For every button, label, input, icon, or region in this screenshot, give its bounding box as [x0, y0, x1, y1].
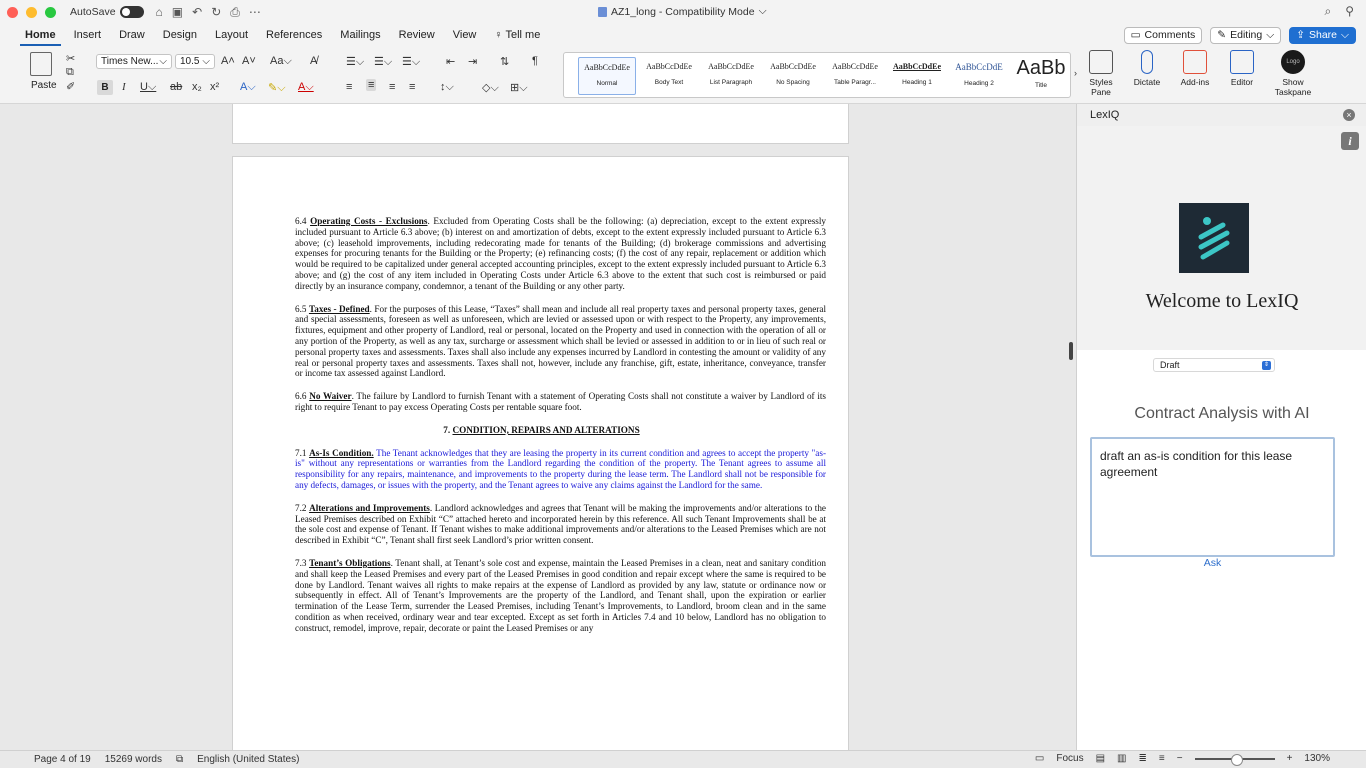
- lexiq-taskpane: [1076, 104, 1366, 750]
- ask-button[interactable]: Ask: [1203, 557, 1222, 569]
- style-sample: AaBbCcDdE: [955, 62, 1003, 72]
- justify-icon[interactable]: ≡: [409, 81, 416, 93]
- styles-pane-button[interactable]: [1083, 50, 1119, 97]
- outline-icon[interactable]: ≣: [1138, 753, 1147, 764]
- taskpane-title: LexIQ: [1090, 109, 1120, 121]
- comments-label: Comments: [1144, 29, 1196, 41]
- styles-gallery: [563, 52, 1071, 98]
- addins-button[interactable]: [1176, 50, 1214, 87]
- borders-icon[interactable]: ⊞⌵: [510, 82, 528, 94]
- inserted-text: The Tenant acknowledges that they are leasing the property in its current condition and agrees to accept the property "as-is" without any representations or warranties from the Landlord regarding the condition of the property. The Tenant agrees to assume all responsibility for any repairs, maintenance, and improvements to the property during the lease term. The Landlord shall not be responsible for any defects, damages, or issues with the property, and the Tenant agrees to waive any claims against the Landlord for the same.: [295, 447, 827, 490]
- status-left: [34, 754, 299, 765]
- font-name-select[interactable]: [96, 54, 172, 69]
- share-icon: ⇪: [1296, 29, 1305, 41]
- tell-me-label: Tell me: [505, 29, 541, 41]
- style-sample: AaBbCcDdEe: [892, 62, 941, 71]
- superscript-button[interactable]: x²: [210, 81, 220, 93]
- style-name: Heading 2: [964, 80, 994, 87]
- style-name: List Paragraph: [709, 79, 753, 86]
- document-page[interactable]: [232, 156, 849, 750]
- section-heading: Alterations and Improvements: [309, 502, 430, 513]
- section-heading: Tenant’s Obligations: [309, 557, 391, 568]
- share-label: Share: [1309, 29, 1338, 41]
- share-button[interactable]: [1289, 27, 1356, 44]
- editing-mode-button[interactable]: [1210, 27, 1281, 44]
- redo-icon[interactable]: ↻: [211, 4, 222, 19]
- autosave-toggle[interactable]: [120, 6, 144, 18]
- undo-icon[interactable]: ↶: [192, 4, 203, 19]
- mode-select-value: Draft: [1160, 360, 1180, 370]
- font-name-value: Times New...: [101, 56, 159, 67]
- section-text: . Tenant shall, at Tenant’s sole cost and expense, maintain the Leased Premises in a clean, neat and sanitary condition and shall keep the Leased Premises and every part of the Leased Premises in good condition and repair except where the same is required to be done by Landlord. Tenant waives all rights to make repairs at the expense of Landlord as provided by any law, statute or ordinance now or subsequently in effect. All of Tenant’s Improvements are the property of the Landlord, and Tenant shall, upon the expiration or earlier termination of the Lease Term, surrender the Leased Premises, including Tenant’s Improvements, to Landlord, broom clean and in the same condition as when received, ordinary wear and tear excepted. Except as set forth in Articles 7.4 and 10 below, Landlord has no obligation to construct, remodel, improve, repair, decorate or paint the Leased Premises or any: [295, 557, 827, 633]
- italic-button[interactable]: I: [122, 81, 126, 93]
- tab-view[interactable]: View: [452, 29, 477, 41]
- highlight-icon[interactable]: ✎⌵: [268, 82, 286, 94]
- chevron-updown-icon: ⇕: [1263, 362, 1270, 368]
- paragraph-6-4[interactable]: [257, 216, 826, 292]
- logo-icon: Logo: [1281, 50, 1305, 74]
- minimize-window-button[interactable]: [26, 7, 37, 18]
- section-heading: As-Is Condition.: [309, 447, 374, 458]
- dictate-label: Dictate: [1133, 77, 1161, 87]
- align-center-icon[interactable]: ≡: [368, 79, 375, 91]
- pencil-icon: ✎: [1217, 29, 1227, 41]
- bold-button[interactable]: B: [97, 80, 113, 95]
- clipboard-icon[interactable]: [30, 52, 52, 76]
- status-right: [1035, 753, 1330, 764]
- paragraph-7-2[interactable]: [257, 503, 826, 546]
- style-name: Table Paragr...: [834, 79, 876, 86]
- quick-access-toolbar: [156, 5, 261, 20]
- chevron-down-icon: ⌵: [1341, 29, 1349, 41]
- section-text: . For the purposes of this Lease, “Taxes” shall mean and include all real property taxes and personal property taxes, general and special assessments, foreseen as well as unforeseen, which are levied or assessed upon or with respect to the Property, any improvements, fixtures, equipment and other property of Landlord, real or personal, located on the Property and used in connection with the operation of all or any portion of the Property, as well as any tax, surcharge or assessment which shall be levied or assessed in addition to or in lieu of such real or personal property taxes and assessments. Taxes shall also include any expenses incurred by Landlord in contesting the amount or validity of any real or personal property taxes and assessments. Taxes shall not, however, include any franchise, gift, estate, inheritance, conveyance, transfer or income tax assessed against Landlord.: [295, 303, 826, 379]
- info-icon[interactable]: i: [1341, 132, 1359, 150]
- article-number: 7.: [443, 424, 451, 435]
- decrease-indent-icon[interactable]: ⇤: [446, 56, 456, 68]
- section-heading: Taxes - Defined: [308, 303, 370, 314]
- autosave-control[interactable]: [70, 6, 144, 18]
- editor-icon: [1230, 50, 1254, 74]
- taskpane-hero: [1077, 126, 1366, 350]
- welcome-heading: Welcome to LexIQ: [1145, 290, 1299, 312]
- print-layout-icon[interactable]: ▤: [1095, 753, 1106, 764]
- tab-home[interactable]: Home: [16, 24, 65, 46]
- document-canvas[interactable]: [0, 104, 1076, 750]
- style-name: Title: [1034, 82, 1048, 89]
- section-number: 7.1: [295, 447, 307, 458]
- section-number: 6.6: [295, 391, 307, 402]
- style-name: Normal: [596, 80, 618, 87]
- show-taskpane-button[interactable]: [1270, 50, 1316, 97]
- section-heading: No Waiver: [309, 391, 352, 402]
- print-icon[interactable]: ⎙: [230, 4, 240, 19]
- style-sample: AaBb: [1016, 57, 1066, 79]
- line-spacing-icon[interactable]: ↕⌵: [440, 81, 454, 93]
- align-right-icon[interactable]: ≡: [389, 81, 396, 93]
- pilcrow-icon[interactable]: ¶: [532, 55, 538, 67]
- addins-icon: [1183, 50, 1207, 74]
- editor-button[interactable]: [1224, 50, 1260, 87]
- chevron-down-icon: ⌵: [159, 56, 167, 67]
- chevron-down-icon: ⌵: [202, 56, 210, 67]
- taskpane-subtitle: Contract Analysis with AI: [1134, 405, 1310, 422]
- change-case-icon[interactable]: Aa⌵: [270, 55, 292, 67]
- web-layout-icon[interactable]: ▥: [1117, 753, 1127, 764]
- lexiq-logo: [1179, 203, 1249, 273]
- title-bar: [0, 0, 1366, 24]
- titlebar-right-icons: [1324, 4, 1354, 19]
- text-effects-icon[interactable]: A⌵: [240, 81, 256, 93]
- styles-pane-icon: [1089, 50, 1113, 74]
- paragraph-7-1[interactable]: [257, 448, 826, 491]
- lightbulb-icon: ♀: [494, 29, 506, 41]
- show-taskpane-label: Show Taskpane: [1274, 77, 1312, 97]
- cut-icon[interactable]: ✂: [66, 53, 76, 65]
- tab-design[interactable]: Design: [162, 29, 197, 41]
- shading-icon[interactable]: ◇⌵: [482, 82, 499, 94]
- prompt-textarea[interactable]: draft an as-is condition for this lease agreement: [1090, 437, 1335, 557]
- font-size-value: 10.5: [180, 56, 200, 67]
- section-number: 6.4: [295, 216, 307, 226]
- tab-review[interactable]: Review: [398, 29, 435, 41]
- zoom-out-icon[interactable]: −: [1176, 753, 1183, 764]
- vertical-scrollbar-thumb[interactable]: [1069, 342, 1073, 360]
- style-sample: AaBbCcDdEe: [832, 62, 878, 71]
- document-title[interactable]: [598, 5, 767, 18]
- section-text: . Landlord acknowledges and agrees that Tenant will be making the improvements and/or alterations to the Leased Premises described on Exhibit “C” attached hereto and incorporated herein by this reference. All such Tenant Improvements shall be at the sole cost and expense of Tenant. If Tenant wishes to make additional improvements and/or alterations to the Leased Premises which are not described in Exhibit “C”, Tenant shall first seek Landlord’s prior written consent.: [295, 502, 827, 546]
- style-sample: AaBbCcDdEe: [584, 63, 630, 72]
- increase-indent-icon[interactable]: ⇥: [468, 56, 478, 68]
- save-icon[interactable]: ▣: [171, 4, 184, 19]
- ribbon-tabs: [0, 24, 1366, 46]
- style-heading-2[interactable]: [950, 57, 1008, 95]
- tab-insert[interactable]: Insert: [73, 29, 102, 41]
- home-icon[interactable]: ⌂: [155, 4, 163, 19]
- language[interactable]: English (United States): [197, 754, 300, 765]
- tab-tell-me[interactable]: [485, 24, 549, 46]
- section-text: . Excluded from Operating Costs shall be the following: (a) depreciation, except to the extent expressly included pursuant to Article 6.3 above; (b) interest on and amortization of debts, except to the extent expressly included pursuant to Article 6.3 above; (c) leasehold improvements, including redecorating made for tenants of the Building; (d) brokerage commissions and advertising expenses for procuring tenants for the Building or the Property; (e) refinancing costs; (f) the cost of any repair, replacement or addition which would be required to be capitalized under general accepted accounting principles, except to the extent expressly included pursuant to Article 6.3 above; and (g) the cost of any item included in Operating Costs under Article 6.3 above to the extent that such cost is reimbursed or paid directly by an insurance company, condemnor, a tenant of the Building or any other party.: [295, 216, 826, 291]
- close-window-button[interactable]: [7, 7, 18, 18]
- strikethrough-button[interactable]: ab: [170, 81, 183, 93]
- autosave-label: AutoSave: [70, 6, 116, 18]
- close-icon[interactable]: ×: [1343, 109, 1355, 121]
- microphone-icon: [1141, 50, 1153, 74]
- style-sample: AaBbCcDdEe: [770, 62, 816, 71]
- align-left-icon[interactable]: ≡: [346, 81, 353, 93]
- paragraph-6-6[interactable]: [257, 391, 826, 413]
- font-size-select[interactable]: [175, 54, 215, 69]
- style-sample: AaBbCcDdEe: [708, 62, 754, 71]
- sort-icon[interactable]: ⇅: [500, 56, 510, 68]
- style-sample: AaBbCcDdEe: [646, 62, 692, 71]
- more-icon[interactable]: ⋯: [248, 4, 261, 19]
- focus-button[interactable]: Focus: [1056, 753, 1084, 764]
- focus-icon: ▭: [1034, 753, 1045, 764]
- search-icon[interactable]: ⌕: [1324, 4, 1332, 18]
- style-title[interactable]: [1012, 57, 1070, 95]
- styles-pane-label: Styles Pane: [1089, 77, 1113, 97]
- word-count[interactable]: 15269 words: [104, 754, 162, 765]
- numbering-icon[interactable]: ☰⌵: [374, 56, 393, 68]
- grow-font-icon[interactable]: A˄: [221, 55, 235, 67]
- style-name: Heading 1: [902, 79, 932, 86]
- status-bar: [0, 750, 1366, 768]
- comments-button[interactable]: [1124, 27, 1203, 44]
- paste-button[interactable]: Paste: [31, 80, 57, 91]
- multilevel-list-icon[interactable]: ☰⌵: [402, 56, 421, 68]
- ribbon-home: [0, 46, 1366, 104]
- tab-mailings[interactable]: Mailings: [340, 29, 381, 41]
- format-painter-icon[interactable]: ✐: [66, 81, 76, 93]
- style-no-spacing[interactable]: [764, 57, 822, 95]
- styles-more-icon[interactable]: ›: [1074, 68, 1077, 78]
- style-normal[interactable]: [578, 57, 636, 95]
- style-name: No Spacing: [776, 79, 810, 86]
- style-list-paragraph[interactable]: [702, 57, 760, 95]
- article-7-heading[interactable]: [257, 425, 826, 436]
- underline-button[interactable]: U⌵: [140, 81, 157, 93]
- paragraph-7-3[interactable]: [257, 558, 826, 634]
- account-icon[interactable]: ⚲: [1345, 4, 1354, 18]
- chevron-down-icon: ⌵: [1266, 29, 1275, 41]
- tab-actions: [1124, 27, 1356, 44]
- page-body[interactable]: [257, 216, 826, 646]
- section-number: 6.5: [295, 303, 307, 314]
- style-heading-1[interactable]: [888, 57, 946, 95]
- proofing-icon[interactable]: ⧉: [175, 754, 184, 765]
- copy-icon[interactable]: ⧉: [66, 66, 74, 78]
- zoom-level[interactable]: 130%: [1304, 753, 1330, 764]
- document-icon: [598, 7, 607, 17]
- taskpane-header: [1077, 104, 1366, 126]
- editing-label: Editing: [1230, 29, 1263, 41]
- zoom-slider[interactable]: [1195, 758, 1275, 760]
- previous-page: [232, 104, 849, 144]
- comment-icon: ▭: [1130, 29, 1141, 41]
- section-number: 7.2: [295, 502, 307, 513]
- tab-references[interactable]: References: [266, 29, 323, 41]
- paragraph-6-5[interactable]: [257, 304, 826, 380]
- subscript-button[interactable]: x₂: [192, 81, 202, 93]
- document-title-text: AZ1_long - Compatibility Mode: [611, 5, 755, 18]
- tab-layout[interactable]: Layout: [215, 29, 249, 41]
- section-text: . The failure by Landlord to furnish Tenant with a statement of Operating Costs shall not constitute a waiver by Landlord of its right to require Tenant to pay excess Operating Costs per rentable square foot.: [295, 391, 826, 412]
- clear-formatting-icon[interactable]: A̸: [310, 55, 318, 67]
- maximize-window-button[interactable]: [45, 7, 56, 18]
- article-title: CONDITION, REPAIRS AND ALTERATIONS: [452, 424, 640, 435]
- style-body-text[interactable]: [640, 57, 698, 95]
- chevron-down-icon: ⌵: [758, 5, 767, 17]
- addins-label: Add-ins: [1180, 77, 1210, 87]
- font-color-icon[interactable]: A⌵: [298, 81, 314, 93]
- zoom-in-icon[interactable]: +: [1286, 753, 1293, 764]
- draft-view-icon[interactable]: ≡: [1158, 753, 1165, 764]
- style-name: Body Text: [654, 79, 684, 86]
- bullets-icon[interactable]: ☰⌵: [346, 56, 365, 68]
- window-controls: [7, 7, 56, 18]
- shrink-font-icon[interactable]: A˅: [242, 55, 256, 67]
- section-number: 7.3: [295, 557, 307, 568]
- section-heading: Operating Costs - Exclusions: [310, 216, 428, 226]
- style-table-paragraph[interactable]: [826, 57, 884, 95]
- dictate-button[interactable]: [1128, 50, 1166, 87]
- page-count[interactable]: Page 4 of 19: [34, 754, 91, 765]
- mode-select[interactable]: [1153, 358, 1275, 372]
- editor-label: Editor: [1230, 77, 1254, 87]
- tab-draw[interactable]: Draw: [119, 29, 145, 41]
